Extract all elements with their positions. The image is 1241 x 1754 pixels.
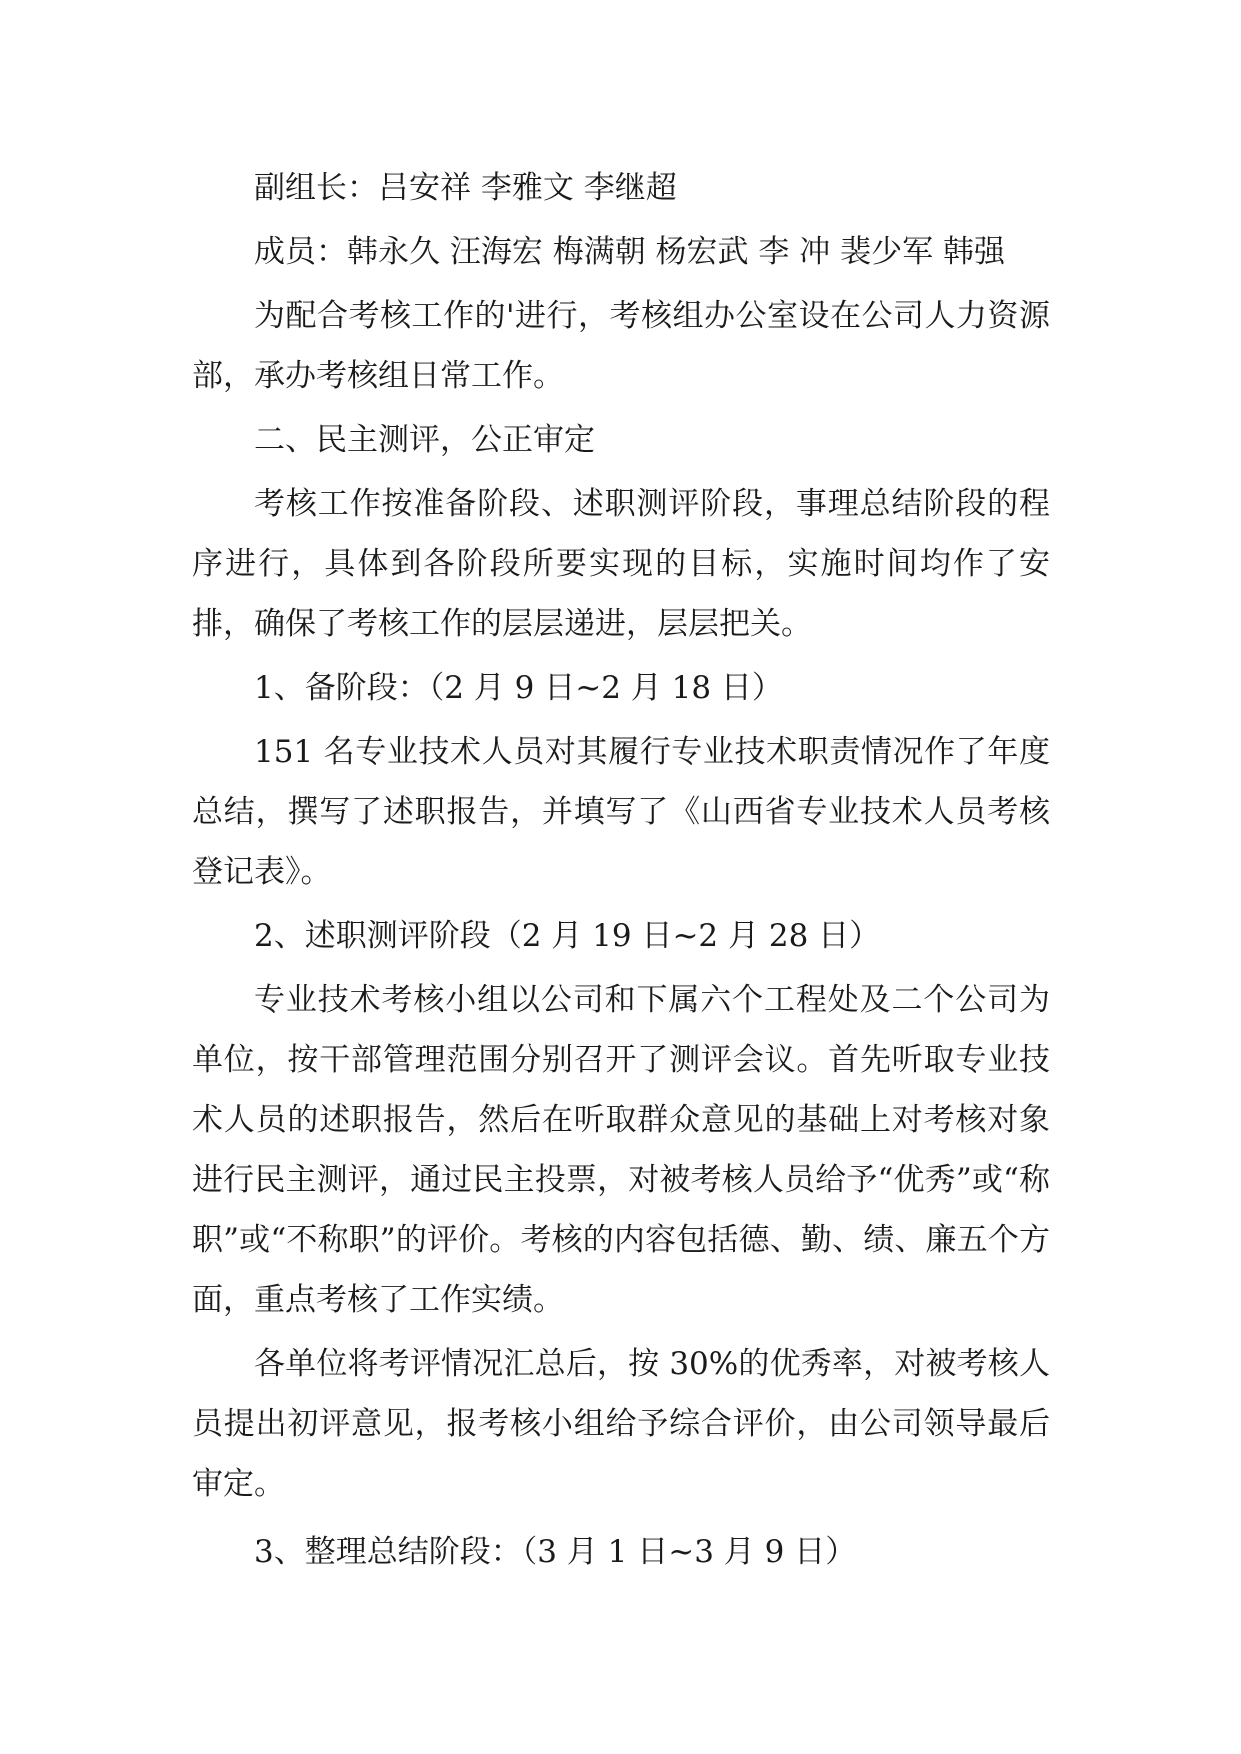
document-body bbox=[192, 158, 1050, 1582]
procedure-paragraph: 考核工作按准备阶段、述职测评阶段，事理总结阶段的程序进行，具体到各阶段所要实现的目标，实施时间均作了安排，确保了考核工作的层层递进，层层把关。 bbox=[192, 486, 1050, 642]
stage-2-heading: 2、述职测评阶段（2 月 19 日~2 月 28 日） bbox=[254, 918, 881, 954]
stage-1-paragraph: 151 名专业技术人员对其履行专业技术职责情况作了年度总结，撰写了述职报告，并填写了《山西省专业技术人员考核登记表》。 bbox=[192, 734, 1050, 890]
stage-3-heading: 3、整理总结阶段：（3 月 1 日~3 月 9 日） bbox=[254, 1534, 857, 1570]
members-line: 成员：韩永久 汪海宏 梅满朝 杨宏武 李 冲 裴少军 韩强 bbox=[254, 234, 1005, 270]
deputy-leaders-line: 副组长：吕安祥 李雅文 李继超 bbox=[254, 170, 677, 206]
stage-1-heading: 1、备阶段：（2 月 9 日~2 月 18 日） bbox=[254, 670, 783, 706]
office-paragraph: 为配合考核工作的'进行，考核组办公室设在公司人力资源部，承办考核组日常工作。 bbox=[192, 298, 1050, 394]
review-paragraph: 各单位将考评情况汇总后，按 30%的优秀率，对被考核人员提出初评意见，报考核小组给予综合评价，由公司领导最后审定。 bbox=[192, 1346, 1050, 1502]
section-heading-evaluation: 二、民主测评，公正审定 bbox=[254, 422, 595, 458]
stage-2-paragraph: 专业技术考核小组以公司和下属六个工程处及二个公司为单位，按干部管理范围分别召开了测评会议。首先听取专业技术人员的述职报告，然后在听取群众意见的基础上对考核对象进行民主测评，通过民主投票，对被考核人员给予“优秀”或“称职”或“不称职”的评价。考核的内容包括德、勤、绩、廉五个方面，重点考核了工作实绩。 bbox=[192, 982, 1050, 1318]
